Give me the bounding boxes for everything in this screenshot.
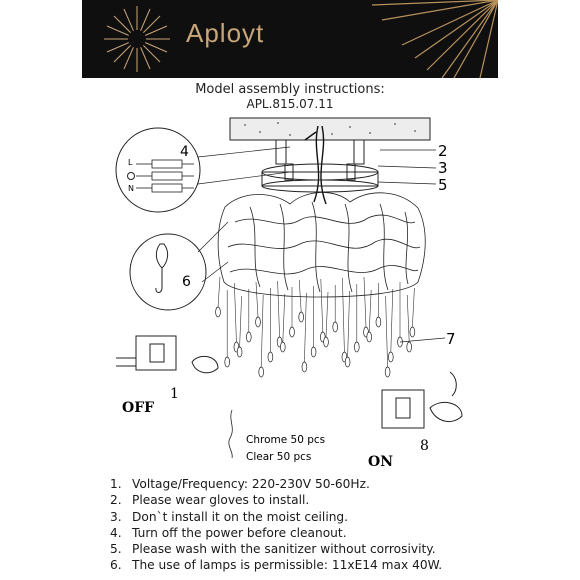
instruction-text: Turn off the power before cleanout. [132,525,347,540]
crystal-strand [256,282,258,317]
crystal-pendant [367,332,372,342]
crystal-strand [326,292,328,337]
crystal-strand [218,277,220,307]
crystal-pendant [268,352,273,362]
callout-8: 8 [420,438,429,454]
callout-5: 5 [438,176,448,194]
instruction-text: The use of lamps is permissible: 11xE14 max 40W. [132,558,443,573]
crystal-pendant [324,337,329,347]
instruction-item [110,492,442,508]
crystal-pendant [237,347,242,357]
instruction-number: 3. [110,509,122,524]
assembly-diagram [100,112,480,472]
crystal-pendant [302,362,307,372]
callout-3: 3 [438,159,448,177]
crystal-strand [391,289,393,352]
crystal-pendant [410,327,415,337]
hand-off-icon [192,356,218,372]
instruction-number: 1. [110,477,122,491]
instruction-text: Please wash with the sanitizer without corrosivity. [132,542,436,557]
instruction-item [110,476,442,492]
chandelier-assembly-illustration [100,112,480,472]
instruction-list [110,476,442,574]
crystal-strand [348,291,350,357]
crystal-pendant [225,357,230,367]
crystal-pendant [290,327,295,337]
wire-label-l: L [128,158,133,167]
crystal-pendant [385,367,390,377]
crystal-pendant [256,317,261,327]
crystal-cluster [218,192,425,297]
crystal-strand [261,295,263,367]
wire-label-n: N [128,184,134,193]
callout-6: 6 [182,274,191,290]
crystal-drop-icon [229,410,232,458]
instruction-text: Please wear gloves to install. [132,493,310,508]
header-banner [82,0,498,78]
crystal-chrome-count: Chrome 50 pcs [246,434,326,446]
crystal-pendant [280,342,285,352]
crystal-strand [321,279,323,332]
crystal-strand [386,296,388,367]
instruction-number: 6. [110,558,122,573]
crystal-strand [364,277,366,327]
crystal-strand [234,283,236,342]
ceiling-slab [230,118,430,140]
instruction-item [110,541,442,557]
crystal-strand [342,278,344,352]
crystal-pendant [259,367,264,377]
callout-2: 2 [438,142,448,160]
crystal-strand [412,288,414,327]
crystal-pendant [407,342,412,352]
crystal-pendant [354,342,359,352]
crystal-drops [216,277,415,377]
model-code: APL.815.07.11 [246,97,334,111]
wiring-detail-circle [116,128,200,212]
page-title: Model assembly instructions: [195,82,385,97]
instruction-item [110,509,442,525]
instruction-number: 4. [110,525,122,540]
crystal-pendant [299,312,304,322]
instruction-number: 2. [110,493,122,508]
crystal-strand [240,296,242,347]
crystal-pendant [333,322,338,332]
callout-1: 1 [170,386,179,402]
sunburst-logo-icon [82,0,498,78]
crystal-pendant [216,307,221,317]
crystal-pendant [376,317,381,327]
crystal-strand [407,295,409,342]
instruction-text: Voltage/Frequency: 220-230V 50-60Hz. [132,477,370,491]
crystal-pendant [246,332,251,342]
crystal-pendant [311,347,316,357]
instruction-item [110,525,442,541]
crystal-pendant [388,352,393,362]
bolt-left [276,140,286,164]
callout-4: 4 [180,144,189,160]
instruction-number: 5. [110,542,122,557]
crystal-clear-count: Clear 50 pcs [246,451,312,463]
bulb-detail-circle [130,234,206,310]
on-label: ON [368,454,393,470]
instruction-text: Don`t install it on the moist ceiling. [132,509,349,524]
crystal-strand [283,294,285,342]
crystal-strand [304,293,306,362]
bolt-right [354,140,364,164]
crystal-strand [299,280,301,312]
instruction-item [110,557,442,573]
crystal-strand [278,281,280,337]
crystal-strand [369,290,371,332]
switch-off-box [136,336,176,370]
hand-on-icon [430,402,462,421]
canopy [262,172,378,186]
switch-on-box [382,390,424,428]
callout-7: 7 [446,330,456,348]
brand-name: Aployt [186,18,265,48]
off-label: OFF [122,400,155,416]
crystal-pendant [345,357,350,367]
